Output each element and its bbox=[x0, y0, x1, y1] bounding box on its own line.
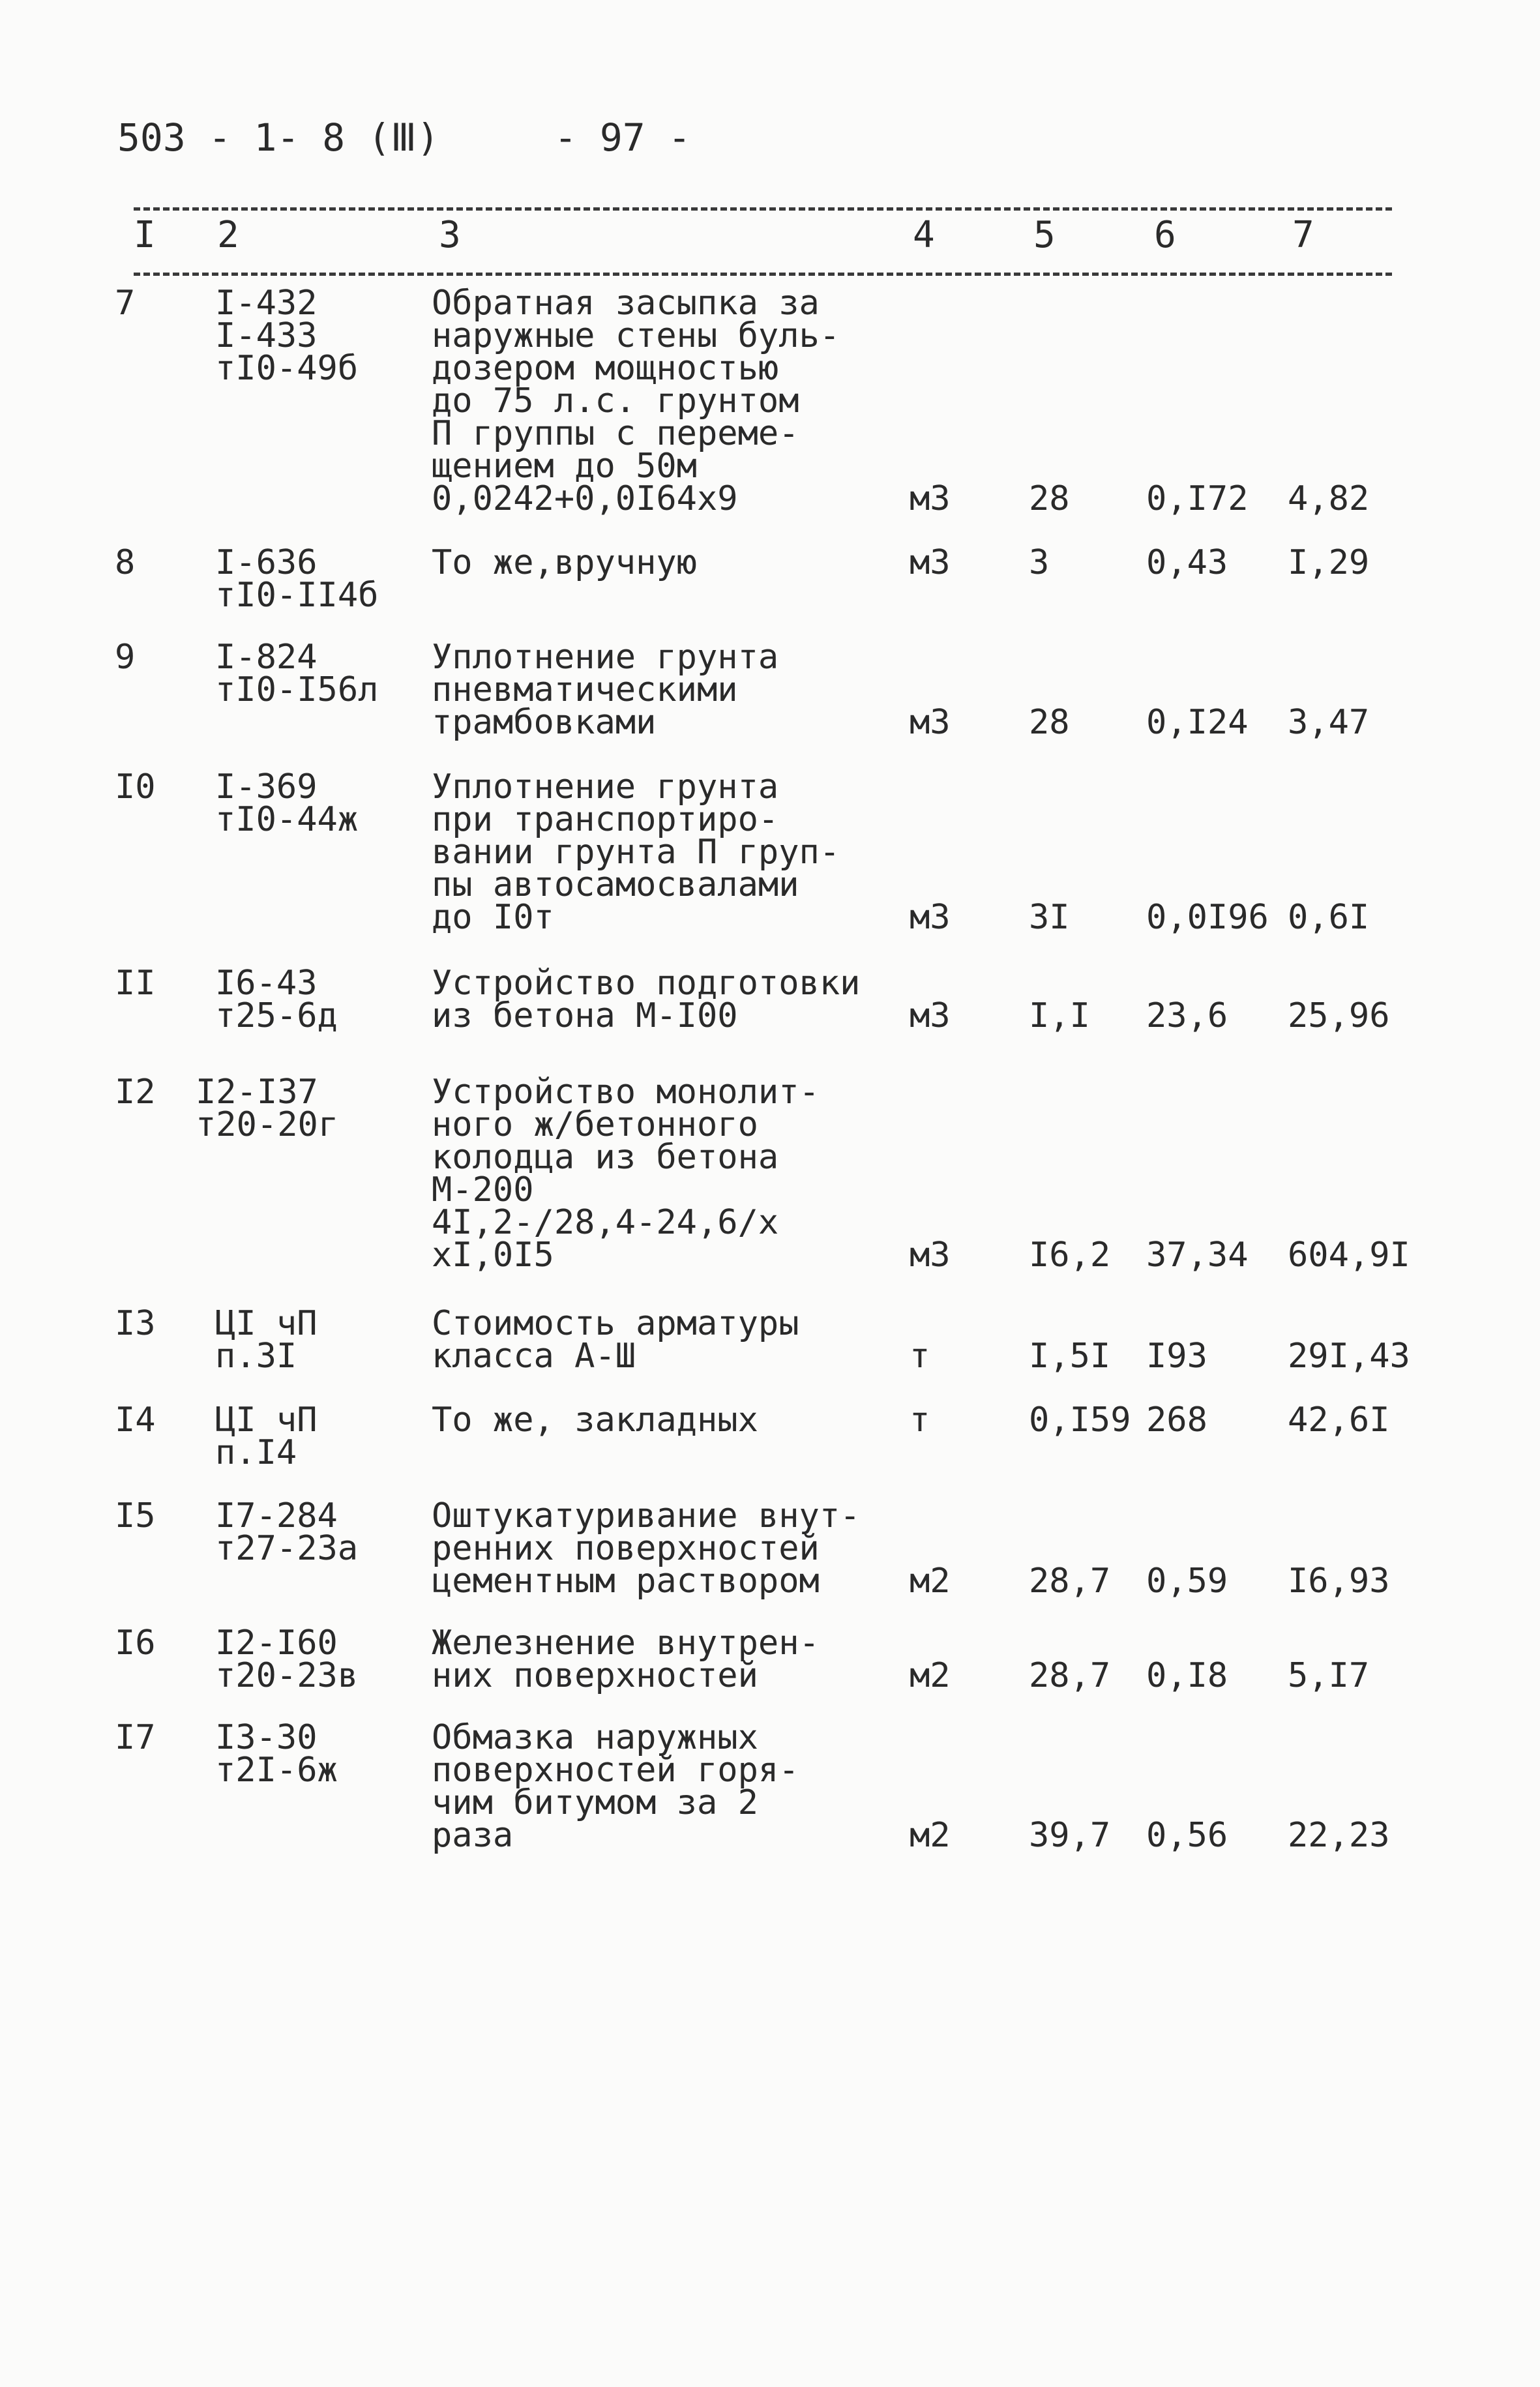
row-quantity: 28 bbox=[1029, 703, 1070, 742]
column-header-4: 4 bbox=[913, 214, 935, 256]
row-quantity: 0,I59 bbox=[1029, 1401, 1131, 1440]
row-price: 23,6 bbox=[1146, 996, 1228, 1035]
row-quantity: I,5I bbox=[1029, 1337, 1111, 1376]
row-number: 9 bbox=[115, 638, 136, 677]
row-code: I6-43 т25-6д bbox=[215, 964, 338, 1035]
row-number: II bbox=[115, 964, 156, 1003]
row-total: 4,82 bbox=[1288, 479, 1370, 518]
table-top-rule bbox=[134, 207, 1392, 211]
row-description: Обратная засыпка за наружные стены буль- дозером мощностью до 75 л.с. грунтом П группы с переме- щением до 50м 0,0242+0,0I64x9 bbox=[432, 284, 840, 518]
row-quantity: 28 bbox=[1029, 479, 1070, 518]
row-code: I2-I37 т20-20г bbox=[196, 1073, 339, 1144]
column-header-7: 7 bbox=[1292, 214, 1314, 256]
row-description: Уплотнение грунта пневматическими трамбовками bbox=[432, 638, 779, 742]
row-description: То же, закладных bbox=[432, 1401, 758, 1440]
row-total: 22,23 bbox=[1288, 1816, 1390, 1855]
row-unit: м2 bbox=[910, 1562, 951, 1601]
row-code: ЦI чП п.I4 bbox=[215, 1401, 318, 1472]
row-unit: м2 bbox=[910, 1816, 951, 1855]
row-quantity: I,I bbox=[1029, 996, 1090, 1035]
row-total: 29I,43 bbox=[1288, 1337, 1410, 1376]
row-total: I,29 bbox=[1288, 543, 1370, 582]
row-total: 604,9I bbox=[1288, 1236, 1410, 1275]
document-code: 503 - 1- 8 (Ⅲ) bbox=[117, 115, 439, 160]
row-description: Оштукатуривание внут- ренних поверхностей цементным раствором bbox=[432, 1496, 861, 1601]
row-quantity: 28,7 bbox=[1029, 1562, 1111, 1601]
row-quantity: 28,7 bbox=[1029, 1656, 1111, 1695]
column-header-5: 5 bbox=[1033, 214, 1056, 256]
row-code: ЦI чП п.3I bbox=[215, 1304, 318, 1376]
row-description: Уплотнение грунта при транспортиро- вании грунта П груп- пы автосамосвалами до I0т bbox=[432, 767, 840, 937]
row-unit: м3 bbox=[910, 996, 951, 1035]
row-total: 25,96 bbox=[1288, 996, 1390, 1035]
row-total: 0,6I bbox=[1288, 898, 1370, 937]
row-number: I4 bbox=[115, 1401, 156, 1440]
row-quantity: 3 bbox=[1029, 543, 1050, 582]
row-unit: м3 bbox=[910, 543, 951, 582]
row-description: То же,вручную bbox=[432, 543, 697, 582]
row-unit: т bbox=[910, 1401, 930, 1440]
row-code: I7-284 т27-23а bbox=[215, 1496, 359, 1568]
row-price: I93 bbox=[1146, 1337, 1207, 1376]
row-description: Железнение внутрен- них поверхностей bbox=[432, 1623, 820, 1695]
table-header-rule bbox=[134, 273, 1392, 276]
row-number: I3 bbox=[115, 1304, 156, 1343]
row-code: I2-I60 т20-23в bbox=[215, 1623, 359, 1695]
row-unit: т bbox=[910, 1337, 930, 1376]
row-code: I-432 I-433 тI0-49б bbox=[215, 284, 359, 388]
row-number: I0 bbox=[115, 767, 156, 807]
row-number: 7 bbox=[115, 284, 136, 323]
row-unit: м2 bbox=[910, 1656, 951, 1695]
row-quantity: 39,7 bbox=[1029, 1816, 1111, 1855]
row-code: I-369 тI0-44ж bbox=[215, 767, 359, 839]
row-price: 0,0I96 bbox=[1146, 898, 1269, 937]
row-code: I3-30 т2I-6ж bbox=[215, 1718, 338, 1790]
row-price: 0,I8 bbox=[1146, 1656, 1228, 1695]
row-price: 0,I24 bbox=[1146, 703, 1249, 742]
row-description: Обмазка наружных поверхностей горя- чим битумом за 2 раза bbox=[432, 1718, 799, 1855]
row-description: Устройство подготовки из бетона М-I00 bbox=[432, 964, 861, 1035]
row-unit: м3 bbox=[910, 898, 951, 937]
row-number: I5 bbox=[115, 1496, 156, 1535]
row-description: Стоимость арматуры класса А-Ш bbox=[432, 1304, 799, 1376]
row-total: 5,I7 bbox=[1288, 1656, 1370, 1695]
row-unit: м3 bbox=[910, 479, 951, 518]
row-price: 37,34 bbox=[1146, 1236, 1249, 1275]
row-total: I6,93 bbox=[1288, 1562, 1390, 1601]
row-number: I6 bbox=[115, 1623, 156, 1663]
row-description: Устройство монолит- ного ж/бетонного колодца из бетона М-200 4I,2-/28,4-24,6/x xI,0I5 bbox=[432, 1073, 820, 1275]
row-price: 0,I72 bbox=[1146, 479, 1249, 518]
row-quantity: I6,2 bbox=[1029, 1236, 1111, 1275]
row-quantity: 3I bbox=[1029, 898, 1070, 937]
row-unit: м3 bbox=[910, 1236, 951, 1275]
row-code: I-824 тI0-I56л bbox=[215, 638, 379, 709]
row-price: 0,56 bbox=[1146, 1816, 1228, 1855]
row-unit: м3 bbox=[910, 703, 951, 742]
column-header-1: I bbox=[134, 214, 156, 256]
row-number: I7 bbox=[115, 1718, 156, 1757]
row-number: 8 bbox=[115, 543, 136, 582]
column-header-2: 2 bbox=[217, 214, 239, 256]
column-header-3: 3 bbox=[439, 214, 461, 256]
row-price: 268 bbox=[1146, 1401, 1207, 1440]
column-header-6: 6 bbox=[1154, 214, 1176, 256]
row-total: 42,6I bbox=[1288, 1401, 1390, 1440]
row-price: 0,59 bbox=[1146, 1562, 1228, 1601]
page-number: - 97 - bbox=[554, 115, 691, 160]
row-number: I2 bbox=[115, 1073, 156, 1112]
row-price: 0,43 bbox=[1146, 543, 1228, 582]
row-code: I-636 тI0-II4б bbox=[215, 543, 379, 615]
row-total: 3,47 bbox=[1288, 703, 1370, 742]
